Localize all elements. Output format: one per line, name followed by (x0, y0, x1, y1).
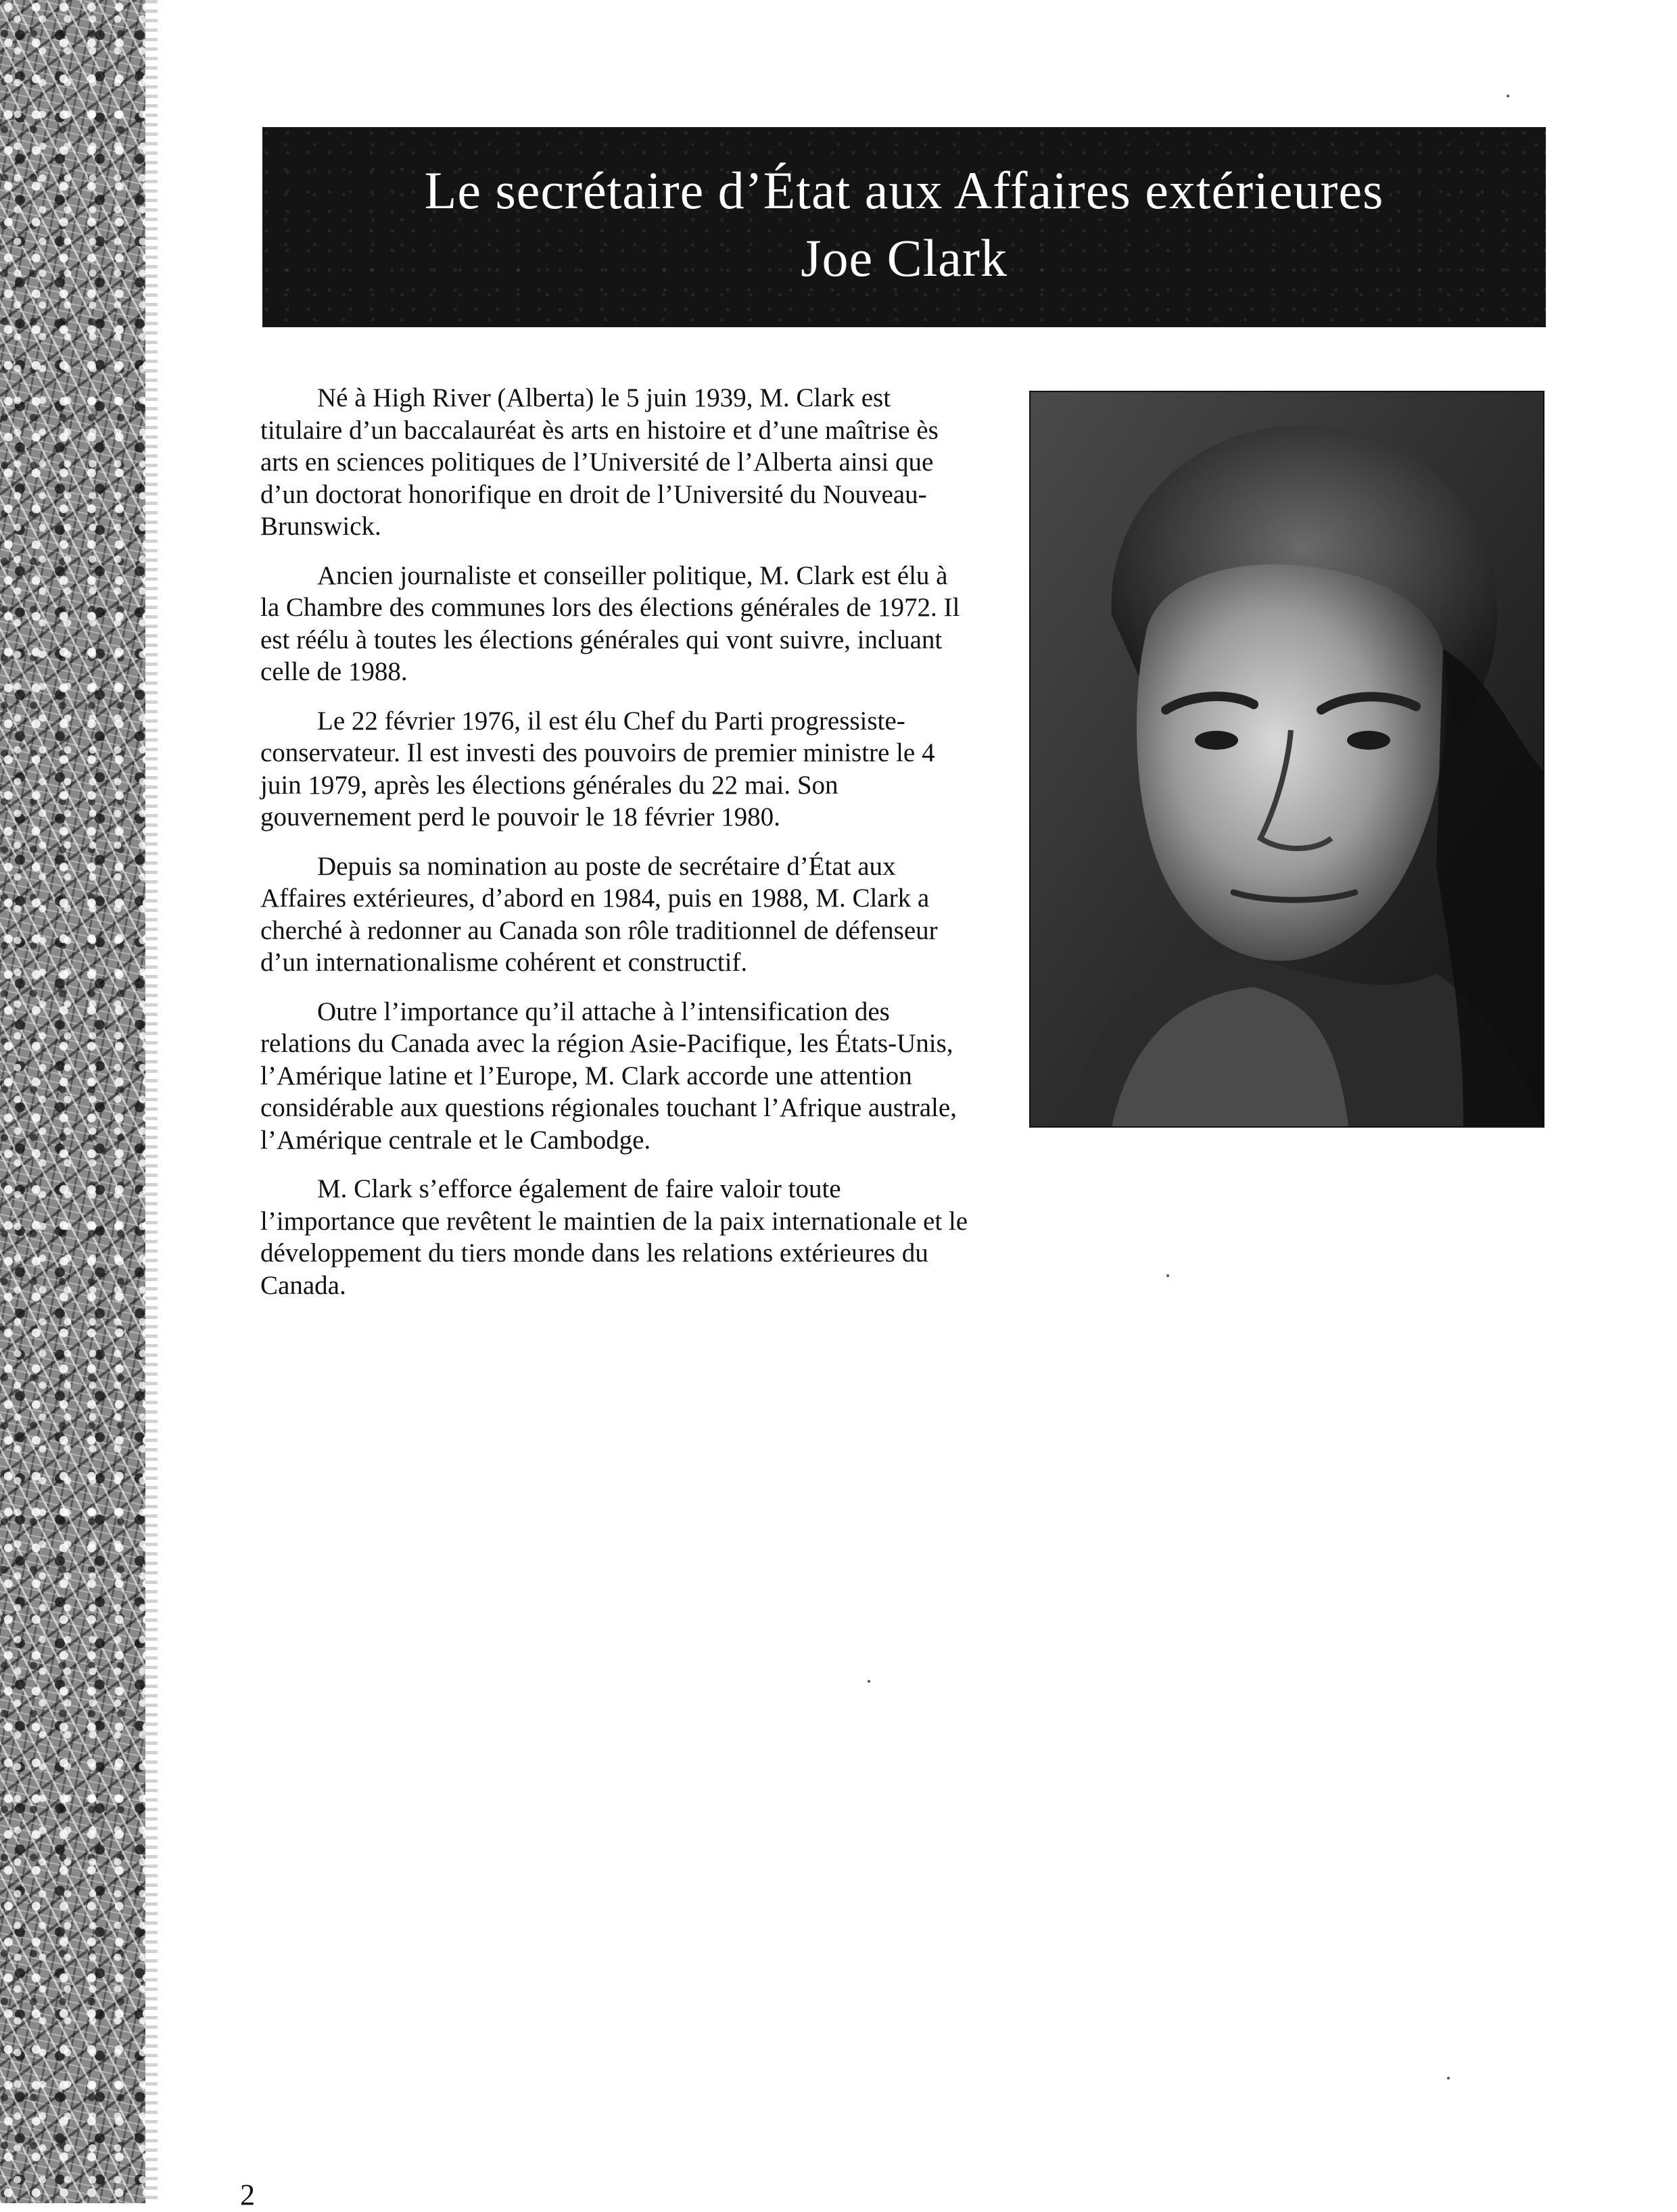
scan-speck (1447, 2077, 1450, 2079)
decorative-marbled-border (0, 0, 145, 2203)
scan-speck (1507, 95, 1509, 97)
scan-speck (1166, 1274, 1169, 1277)
paragraph-birth-education: Né à High River (Alberta) le 5 juin 1939, M. Clark est titulaire d’un baccalauréat ès arts en histoire et d’une maîtrise ès arts en sciences politiques de l’Université de l’Alberta ainsi que d’un doctorat honorifique en droit de l’Université du Nouveau-Brunswick. (260, 383, 939, 541)
person-name: Joe Clark (801, 229, 1008, 287)
portrait-photo (1029, 391, 1544, 1128)
scan-speck (868, 1680, 870, 1683)
portrait-image (1031, 392, 1543, 1126)
title-banner (262, 127, 1546, 327)
biography-text (260, 382, 970, 1318)
paragraph-peace-development: M. Clark s’efforce également de faire valoir toute l’importance que revêtent le maintien de la paix internationale et le développement du tiers monde dans les relations extérieures du Canada. (260, 1174, 968, 1300)
paragraph-regional-relations: Outre l’importance qu’il attache à l’intensification des relations du Canada avec la région Asie-Pacifique, les États-Unis, l’Amérique latine et l’Europe, M. Clark accorde une attention considérable aux questions régionales touchant l’Afrique australe, l’Amérique centrale et le Cambodge. (260, 996, 957, 1155)
paragraph-career: Ancien journaliste et conseiller politique, M. Clark est élu à la Chambre des communes lors des élections générales de 1972. Il est réélu à toutes les élections générales qui vont suivre, incluant celle de 1988. (260, 560, 960, 686)
page-number: 2 (240, 2178, 255, 2211)
paragraph-external-affairs: Depuis sa nomination au poste de secrétaire d’État aux Affaires extérieures, d’abord en 1984, puis en 1988, M. Clark a cherché à redonner au Canada son rôle traditionnel de défenseur d’un internationalisme cohérent et constructif. (260, 851, 938, 977)
page-title: Le secrétaire d’État aux Affaires extérieures (424, 161, 1384, 220)
paragraph-prime-minister: Le 22 février 1976, il est élu Chef du Parti progressiste-conservateur. Il est investi des pouvoirs de premier ministre le 4 juin 1979, après les élections générales du 22 mai. Son gouvernement perd le pouvoir le 18 février 1980. (260, 706, 935, 832)
